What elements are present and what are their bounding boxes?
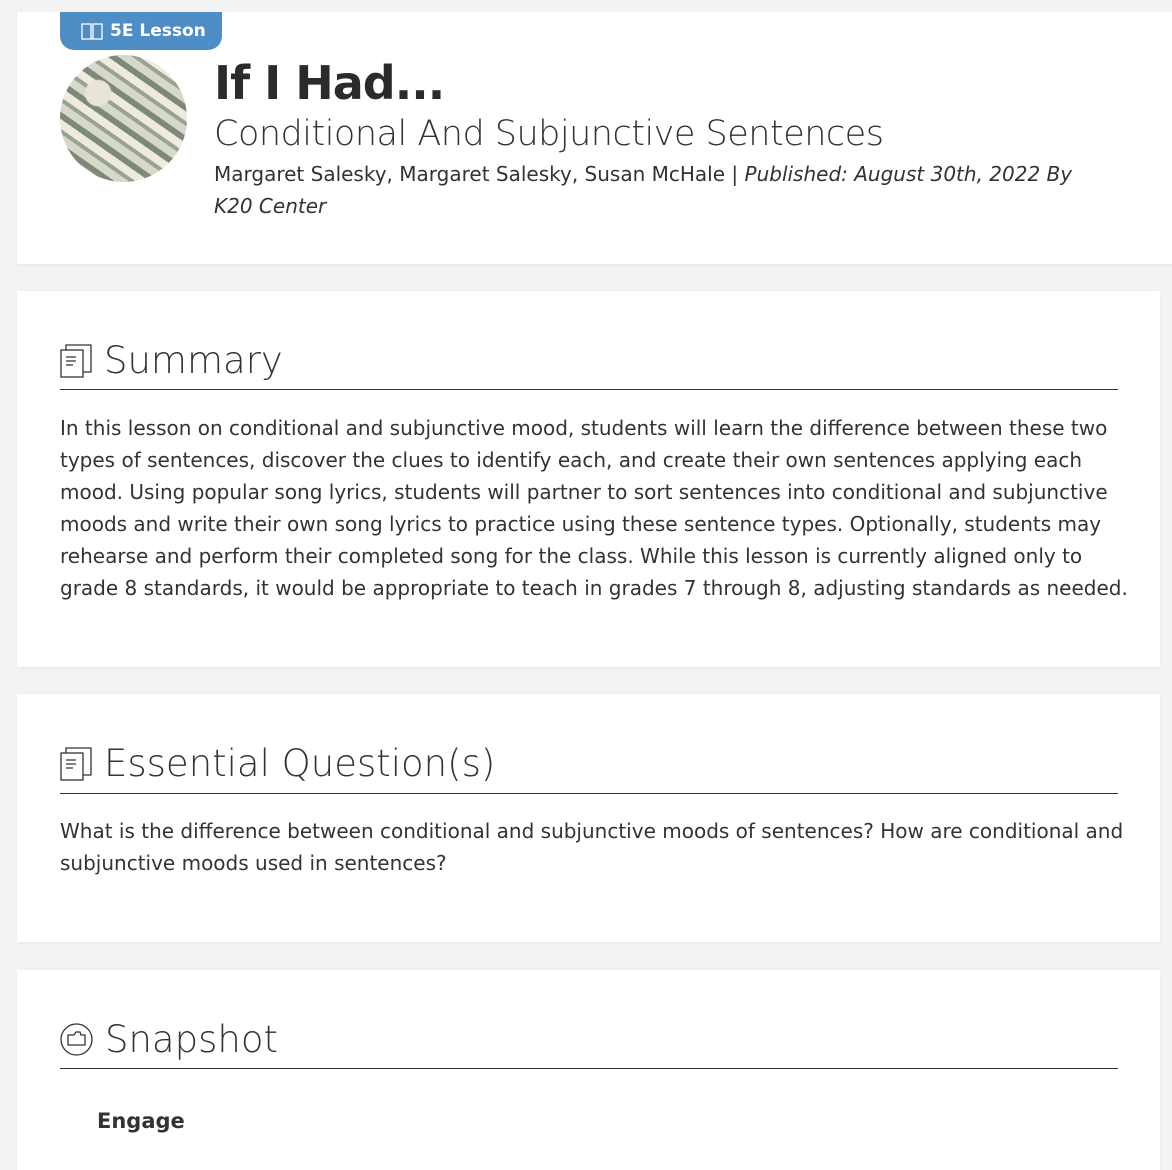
authors: Margaret Salesky, Margaret Salesky, Susan McHale [214,162,726,186]
summary-title: Summary [104,339,283,382]
snapshot-section [17,970,1160,1170]
lesson-subtitle: Conditional And Subjunctive Sentences [214,114,884,154]
separator: | [731,162,739,186]
divider [60,793,1118,794]
divider [60,389,1118,390]
snapshot-item-engage: Engage [97,1109,185,1133]
summary-text: In this lesson on conditional and subjunctive mood, students will learn the difference between these two types of sentences, discover the clues to identify each, and create their own sentences applying each mood. Using popular song lyrics, students will partner to sort sentences into conditional and subjunctive moods and write their own song lyrics to practice using these sentence types. Optionally, students may rehearse and perform their completed song for the class. While this lesson is currently aligned only to grade 8 standards, it would be appropriate to teach in grades 7 through 8, adjusting standards as needed. [60,416,1128,600]
document-icon [60,344,92,378]
badge-label: 5E Lesson [110,21,206,41]
divider [60,1068,1118,1069]
essential-heading [60,742,495,785]
lesson-image [60,55,187,182]
lesson-meta [214,158,1114,222]
essential-questions-section [17,694,1160,942]
lesson-header-card [17,12,1172,264]
open-book-icon [80,21,104,41]
published-info: Published: August 30th, 2022 By K20 Center [214,162,1073,218]
lesson-title: If I Had... [214,56,445,110]
essential-text: What is the difference between conditional and subjunctive moods of sentences? How are conditional and subjunctive moods used in sentences? [60,819,1124,875]
snapshot-title: Snapshot [105,1018,278,1061]
camera-icon [60,1023,93,1056]
essential-title: Essential Question(s) [104,742,496,785]
document-icon [60,747,92,781]
lesson-type-badge [60,12,222,50]
summary-section [17,291,1160,667]
snapshot-heading [60,1018,278,1061]
summary-heading [60,339,283,382]
